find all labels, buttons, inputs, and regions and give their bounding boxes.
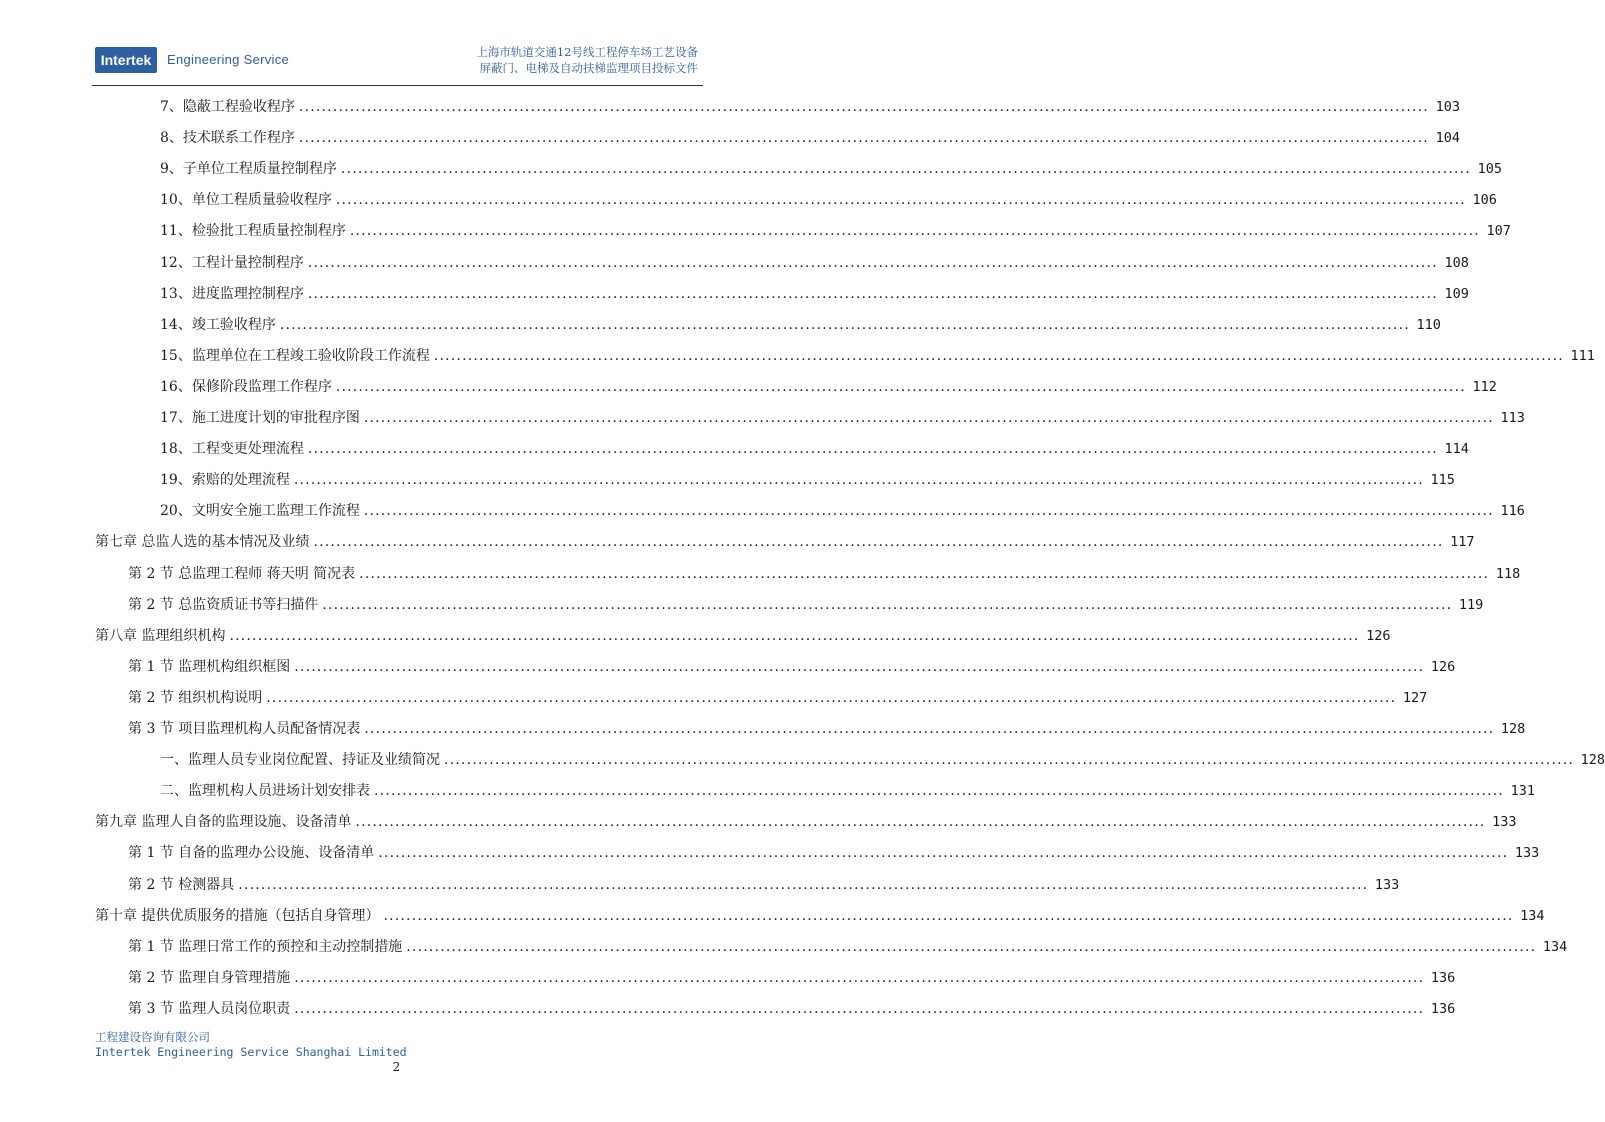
toc-entry-page: 103 <box>1435 99 1460 115</box>
intertek-logo: Intertek <box>95 47 157 73</box>
toc-entry-label: 7、隐蔽工程验收程序 <box>160 99 295 115</box>
toc-entry-label: 20、文明安全施工监理工作流程 <box>160 503 360 520</box>
toc-entry[interactable] <box>160 498 1525 520</box>
toc-entry[interactable] <box>128 685 1428 707</box>
toc-entry-label: 二、监理机构人员进场计划安排表 <box>160 783 370 800</box>
toc-entry[interactable] <box>128 716 1526 738</box>
toc-entry[interactable] <box>128 561 1521 583</box>
toc-entry[interactable] <box>95 623 1391 645</box>
toc-dot-leader: ........................................................................................................................................................................................................ <box>359 565 1490 582</box>
toc-entry[interactable] <box>128 934 1568 956</box>
toc-entry-page: 114 <box>1444 441 1469 458</box>
toc-dot-leader: ........................................................................................................................................................................................................ <box>279 316 1410 333</box>
toc-entry[interactable] <box>160 94 1460 116</box>
toc-dot-leader: ........................................................................................................................................................................................................ <box>340 161 1471 178</box>
toc-entry-label: 第 1 节 监理日常工作的预控和主动控制措施 <box>128 938 403 955</box>
toc-dot-leader: ........................................................................................................................................................................................................ <box>294 658 1425 675</box>
toc-entry-page: 119 <box>1458 596 1484 613</box>
toc-entry[interactable] <box>160 250 1469 272</box>
toc-entry-page: 104 <box>1435 130 1460 147</box>
toc-entry[interactable] <box>160 125 1460 147</box>
toc-entry-page: 127 <box>1402 689 1428 706</box>
toc-entry[interactable] <box>160 312 1441 334</box>
page-header <box>95 40 700 82</box>
toc-entry-page: 110 <box>1416 316 1441 333</box>
toc-entry-label: 13、进度监理控制程序 <box>160 285 304 302</box>
toc-entry-label: 12、工程计量控制程序 <box>160 254 304 271</box>
toc-entry[interactable] <box>128 654 1456 676</box>
toc-entry-label: 19、索赔的处理流程 <box>160 472 290 489</box>
toc-dot-leader: ........................................................................................................................................................................................................ <box>406 938 1537 955</box>
toc-entry-page: 136 <box>1430 1000 1456 1017</box>
toc-entry-page: 118 <box>1495 565 1521 582</box>
toc-entry-page: 105 <box>1477 161 1502 178</box>
toc-dot-leader: ........................................................................................................................................................................................................ <box>363 410 1494 426</box>
toc-dot-leader: ........................................................................................................................................................................................................ <box>433 347 1564 364</box>
toc-dot-leader: ........................................................................................................................................................................................................ <box>298 99 1429 115</box>
toc-entry[interactable] <box>128 965 1456 987</box>
company-subtitle: Engineering Service <box>167 52 290 67</box>
header-divider <box>92 85 703 86</box>
toc-entry-label: 第 2 节 组织机构说明 <box>128 689 263 706</box>
toc-entry[interactable] <box>128 996 1456 1018</box>
toc-dot-leader: ........................................................................................................................................................................................................ <box>307 254 1438 271</box>
toc-dot-leader: ........................................................................................................................................................................................................ <box>335 378 1466 395</box>
toc-entry-label: 第 2 节 总监资质证书等扫描件 <box>128 596 319 613</box>
toc-dot-leader: ........................................................................................................................................................................................................ <box>378 845 1509 862</box>
toc-dot-leader: ........................................................................................................................................................................................................ <box>364 721 1495 737</box>
toc-entry-label: 第 2 节 监理自身管理措施 <box>128 969 291 986</box>
toc-entry-page: 109 <box>1444 285 1469 302</box>
toc-dot-leader: ........................................................................................................................................................................................................ <box>307 285 1438 302</box>
toc-entry-page: 115 <box>1430 472 1455 489</box>
toc-entry-label: 第 1 节 监理机构组织框图 <box>128 658 291 675</box>
toc-entry-label: 10、单位工程质量验收程序 <box>160 192 332 209</box>
toc-entry-label: 11、检验批工程质量控制程序 <box>160 223 346 240</box>
page-number: 2 <box>392 1060 401 1074</box>
toc-dot-leader: ........................................................................................................................................................................................................ <box>294 1000 1425 1017</box>
document-title-line1: 上海市轨道交通12号线工程停车场工艺设备 <box>476 45 698 59</box>
toc-entry[interactable] <box>160 343 1595 365</box>
toc-dot-leader: ........................................................................................................................................................................................................ <box>307 441 1438 458</box>
toc-entry[interactable] <box>160 436 1469 458</box>
toc-entry[interactable] <box>160 467 1455 489</box>
toc-entry[interactable] <box>128 840 1540 862</box>
toc-entry-label: 9、子单位工程质量控制程序 <box>160 161 337 178</box>
toc-dot-leader: ........................................................................................................................................................................................................ <box>298 130 1429 147</box>
toc-dot-leader: ........................................................................................................................................................................................................ <box>363 503 1494 520</box>
toc-entry-label: 8、技术联系工作程序 <box>160 130 295 147</box>
toc-entry-page: 133 <box>1492 814 1517 831</box>
toc-entry-label: 一、监理人员专业岗位配置、持证及业绩简况 <box>160 752 440 769</box>
toc-entry-label: 第七章 总监人选的基本情况及业绩 <box>95 534 310 551</box>
toc-entry[interactable] <box>128 872 1400 894</box>
toc-dot-leader: ........................................................................................................................................................................................................ <box>335 192 1466 209</box>
toc-entry-label: 第 3 节 监理人员岗位职责 <box>128 1000 291 1017</box>
toc-dot-leader: ........................................................................................................................................................................................................ <box>374 783 1505 800</box>
toc-entry-page: 113 <box>1500 410 1525 426</box>
toc-dot-leader: ........................................................................................................................................................................................................ <box>355 814 1486 831</box>
toc-dot-leader: ........................................................................................................................................................................................................ <box>238 876 1369 893</box>
toc-entry-page: 126 <box>1366 627 1391 644</box>
toc-entry-page: 134 <box>1542 938 1568 955</box>
toc-entry-label: 16、保修阶段监理工作程序 <box>160 378 332 395</box>
toc-entry-label: 第十章 提供优质服务的措施（包括自身管理） <box>95 907 380 924</box>
toc-entry-page: 128 <box>1500 721 1526 737</box>
toc-entry[interactable] <box>95 903 1545 925</box>
document-title-line2: 屏蔽门、电梯及自动扶梯监理项目投标文件 <box>479 61 698 75</box>
toc-dot-leader: ........................................................................................................................................................................................................ <box>349 223 1480 240</box>
toc-entry-page: 107 <box>1486 223 1511 240</box>
toc-dot-leader: ........................................................................................................................................................................................................ <box>266 689 1397 706</box>
toc-entry[interactable] <box>160 374 1497 396</box>
toc-entry-page: 136 <box>1430 969 1456 986</box>
toc-entry-label: 第 2 节 检测器具 <box>128 876 235 893</box>
toc-entry-page: 126 <box>1430 658 1456 675</box>
toc-entry-label: 14、竣工验收程序 <box>160 316 276 333</box>
toc-entry[interactable] <box>160 405 1525 427</box>
document-title <box>476 44 698 76</box>
toc-entry-page: 108 <box>1444 254 1469 271</box>
toc-entry-label: 第 2 节 总监理工程师 蒋天明 简况表 <box>128 565 356 582</box>
toc-dot-leader: ........................................................................................................................................................................................................ <box>322 596 1453 613</box>
footer-company-cn: 工程建设咨询有限公司 <box>95 1030 210 1044</box>
toc-entry[interactable] <box>160 281 1469 303</box>
toc-entry[interactable] <box>95 809 1517 831</box>
toc-entry-label: 17、施工进度计划的审批程序图 <box>160 410 360 426</box>
toc-entry[interactable] <box>160 747 1605 769</box>
toc-entry-page: 116 <box>1500 503 1525 520</box>
toc-entry[interactable] <box>160 156 1502 178</box>
toc-dot-leader: ........................................................................................................................................................................................................ <box>294 969 1425 986</box>
toc-entry-page: 106 <box>1472 192 1497 209</box>
toc-entry[interactable] <box>160 187 1497 209</box>
toc-dot-leader: ........................................................................................................................................................................................................ <box>383 907 1514 924</box>
toc-entry[interactable] <box>160 778 1536 800</box>
toc-entry-page: 117 <box>1450 534 1475 551</box>
toc-dot-leader: ........................................................................................................................................................................................................ <box>229 627 1360 644</box>
toc-entry[interactable] <box>160 218 1511 240</box>
toc-dot-leader: ........................................................................................................................................................................................................ <box>313 534 1444 551</box>
toc-entry[interactable] <box>95 529 1475 551</box>
toc-entry-page: 128 <box>1580 752 1605 769</box>
toc-entry-label: 第 3 节 项目监理机构人员配备情况表 <box>128 721 361 737</box>
toc-entry-label: 第九章 监理人自备的监理设施、设备清单 <box>95 814 352 831</box>
toc-entry-page: 133 <box>1514 845 1540 862</box>
toc-entry-label: 15、监理单位在工程竣工验收阶段工作流程 <box>160 347 430 364</box>
toc-entry-label: 18、工程变更处理流程 <box>160 441 304 458</box>
toc-entry-label: 第八章 监理组织机构 <box>95 627 226 644</box>
toc-entry-label: 第 1 节 自备的监理办公设施、设备清单 <box>128 845 375 862</box>
toc-entry-page: 112 <box>1472 378 1497 395</box>
toc-entry-page: 111 <box>1570 347 1595 364</box>
toc-entry-page: 131 <box>1510 783 1536 800</box>
toc-dot-leader: ........................................................................................................................................................................................................ <box>444 752 1575 769</box>
toc-dot-leader: ........................................................................................................................................................................................................ <box>293 472 1424 489</box>
footer-company-en: Intertek Engineering Service Shanghai Limited <box>95 1045 407 1059</box>
toc-entry-page: 134 <box>1520 907 1545 924</box>
toc-entry[interactable] <box>128 592 1484 614</box>
toc-entry-page: 133 <box>1374 876 1400 893</box>
